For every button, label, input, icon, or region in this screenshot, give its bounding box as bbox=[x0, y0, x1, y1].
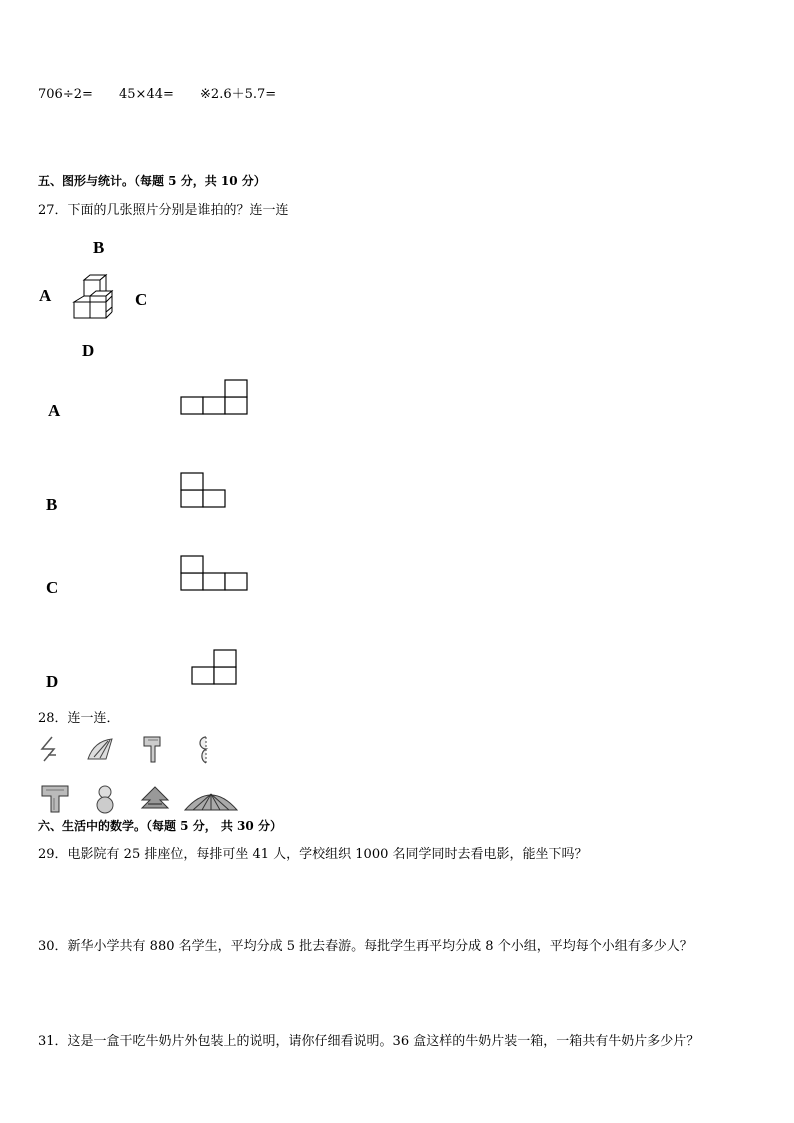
question-27: 27．下面的几张照片分别是谁拍的？连一连 bbox=[38, 203, 289, 218]
view-c-figure bbox=[180, 554, 252, 594]
view-label-a: A bbox=[48, 401, 61, 420]
calc-item: 45×44= bbox=[119, 87, 174, 102]
half-bird-icon bbox=[38, 735, 60, 763]
calc-item: 706÷2= bbox=[38, 87, 93, 102]
question-31: 31．这是一盒干吃牛奶片外包装上的说明，请你仔细看说明。36 盒这样的牛奶片装一箱，一箱共有牛奶片多少片？ bbox=[38, 1034, 700, 1049]
mushroom-icon bbox=[40, 784, 70, 814]
section-six-heading: 六、生活中的数学。（每题 5 分， 共 30 分） bbox=[38, 819, 282, 833]
half-umbrella-icon bbox=[86, 737, 116, 763]
position-label-left: A bbox=[39, 286, 52, 305]
section-five-heading: 五、图形与统计。（每题 5 分，共 10 分） bbox=[38, 174, 266, 188]
view-label-c: C bbox=[46, 578, 59, 597]
question-30: 30．新华小学共有 880 名学生，平均分成 5 批去春游。每批学生再平均分成 8 个小组，平均每个小组有多少人？ bbox=[38, 939, 693, 954]
calc-item: ※2.6＋5.7= bbox=[200, 87, 277, 102]
view-label-b: B bbox=[46, 495, 58, 514]
tree-icon bbox=[140, 786, 170, 812]
cube-stack-figure bbox=[70, 272, 122, 326]
half-snowman-icon bbox=[194, 735, 212, 765]
position-label-top: B bbox=[93, 238, 105, 257]
snowman-icon bbox=[94, 784, 116, 814]
position-label-right: C bbox=[135, 290, 148, 309]
view-label-d: D bbox=[46, 672, 59, 691]
view-b-figure bbox=[180, 471, 230, 511]
question-29: 29．电影院有 25 排座位，每排可坐 41 人，学校组织 1000 名同学同时去看电影，能坐下吗？ bbox=[38, 847, 588, 862]
view-a-figure bbox=[180, 378, 250, 418]
position-label-bottom: D bbox=[82, 341, 95, 360]
question-28: 28．连一连． bbox=[38, 711, 120, 726]
umbrella-icon bbox=[183, 788, 239, 812]
half-mushroom-icon bbox=[142, 734, 162, 764]
calc-row bbox=[38, 83, 298, 102]
view-d-figure bbox=[191, 648, 241, 688]
